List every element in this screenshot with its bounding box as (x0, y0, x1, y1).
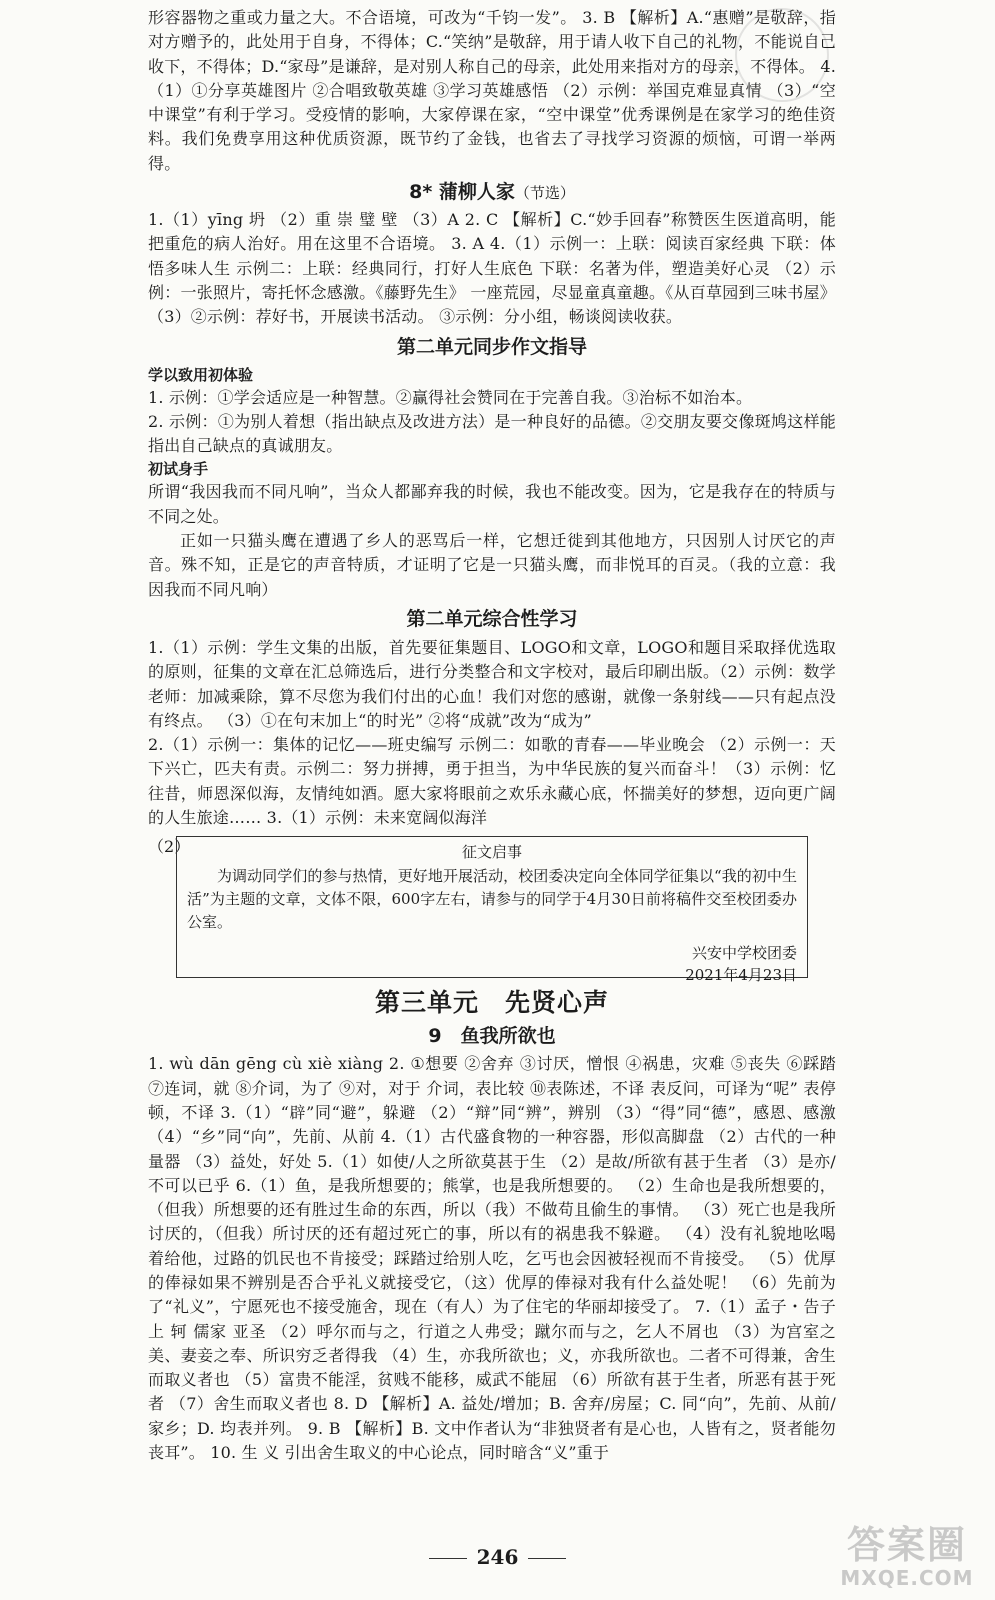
lesson8-title: 8* 蒲柳人家 (409, 181, 515, 204)
notice-signature (187, 942, 797, 986)
notice-box (176, 836, 808, 985)
unit3-heading: 第三单元 先贤心声 (374, 988, 609, 1018)
watermark-logo (827, 1524, 987, 1590)
lesson8-subtitle: （节选） (514, 184, 575, 203)
unit2-comprehensive-q1: 1.（1）示例：学生文集的出版，首先要征集题目、LOGO和文章，LOGO和题目采取择优选取的原则，征集的文章在汇总筛选后，进行分类整合和文字校对，最后印刷出版。（2）示例：数学老师：加减乘除，算不尽您为我们付出的心血！我们对您的感谢，就像一条射线——只有起点没有终点。 （3）①在句末加上“的时光” ②将“成就”改为“成为” (148, 637, 836, 730)
unit2-writing-item2: 2. 示例：①为别人着想（指出缺点及改进方法）是一种良好的品德。②交朋友要交像斑鸠这样能指出自己缺点的真诚朋友。 (148, 411, 836, 456)
lesson9-answers: 1. wù dān gēng cù xiè xiàng 2. ①想要 ②舍弃 ③讨厌，憎恨 ④祸患，灾难 ⑤丧失 ⑥踩踏 ⑦连词，就 ⑧介词，为了 ⑨对，对于 介词，表比较 ⑩表陈述，不译 表反问，可译为“呢” 表停顿，不译 3.（1）“辟”同“避”，躲避 （2）“辩”同“辨”，辨别 （3）“得”同“德”，感恩、感激 （4）“乡”同“向”，先前、从前 4.（1）古代盛食物的一种容器，形似高脚盘 （2）古代的一种量器 （3）益处，好处 5.（1）如使/人之所欲莫甚于生 （2）是故/所欲有甚于生者 （3）是亦/不可以已乎 6.（1）鱼，是我所想要的；熊掌，也是我所想要的。 （2）生命也是我所想要的，（但我）所想要的还有胜过生命的东西，所以（我）不做苟且偷生的事情。 （3）死亡也是我所讨厌的，（但我）所讨厌的还有超过死亡的事，所以有的祸患我不躲避。 （4）没有礼貌地吆喝着给他，过路的饥民也不肯接受；踩踏过给别人吃，乞丐也会因被轻视而不肯接受。 （5）优厚的俸禄如果不辨别是否合乎礼义就接受它，（这）优厚的俸禄对我有什么益处呢！ （6）先前为了“礼义”，宁愿死也不接受施舍，现在（有人）为了住宅的华丽却接受了。 7.（1）孟子・告子上 轲 儒家 亚圣 （2）呼尔而与之，行道之人弗受；蹴尔而与之，乞人不屑也 （3）为宫室之美、妻妾之奉、所识穷乏者得我 （4）生，亦我所欲也；义，亦我所欲也。二者不可得兼，舍生而取义者也 （5）富贵不能淫，贫贱不能移，威武不能屈 （6）所欲有甚于生者，所恶有甚于死者 （7）舍生而取义者也 8. D 【解析】A. 益处/增加；B. 舍弃/房屋；C. 同“向”，先前、从前/家乡；D. 均表并列。 9. B 【解析】B. 文中作者认为“非独贤者有是心也，人皆有之，贤者能勿丧耳”。 10. 生 义 引出舍生取义的中心论点，同时暗含“义”重于 (148, 1054, 836, 1463)
notice-body: 为调动同学们的参与热情，更好地开展活动，校团委决定向全体同学征集以“我的初中生活”为主题的文章，文体不限，600字左右，请参与的同学于4月30日前将稿件交至校团委办公室。 (187, 867, 797, 932)
notice-org: 兴安中学校团委 (691, 944, 797, 963)
answer-page (148, 6, 836, 1465)
page-number-dash-right (528, 1558, 566, 1559)
unit2-comprehensive-q2: 2.（1）示例一：集体的记忆——班史编写 示例二：如歌的青春——毕业晚会 （2）示例一：天下兴亡，匹夫有责。示例二：努力拼搏，勇于担当，为中华民族的复兴而奋斗！（3）示例：忆往昔，师恩深似海，友情纯如酒。愿大家将眼前之欢乐永藏心底，怀揣美好的梦想，迈向更广阔的人生旅途…… 3.（1）示例：未来宽阔似海洋 (148, 735, 836, 828)
unit2-writing-sub1: 学以致用初体验 (148, 365, 254, 384)
watermark-url: MXQE.COM (840, 1566, 974, 1590)
notice-label: （2） (148, 837, 191, 857)
notice-row (148, 834, 836, 985)
unit2-writing-sub2: 初试身手 (148, 460, 209, 479)
notice-title: 征文启事 (461, 843, 522, 862)
unit2-writing-heading: 第二单元同步作文指导 (396, 335, 587, 358)
notice-date: 2021年4月23日 (685, 966, 797, 985)
unit2-writing-para1: 所谓“我因我而不同凡响”，当众人都鄙弃我的时候，我也不能改变。因为，它是我存在的特质与不同之处。 (148, 482, 836, 526)
lesson8-answers: 1.（1）yīng 坍 （2）重 崇 璧 壁 （3）A 2. C 【解析】C.“妙手回春”称赞医生医道高明，能把重危的病人治好。用在这里不合语境。 3. A 4.（1）示例一：上联：阅读百家经典 下联：体悟多味人生 示例二：上联：经典同行，打好人生底色 下联：名著为伴，塑造美好心灵 （2）示例：一张照片，寄托怀念感激。《藤野先生》 一座荒园，尽显童真童趣。《从百草园到三味书屋》 （3）②示例：荐好书，开展读书活动。 ③示例：分小组，畅谈阅读收获。 (148, 210, 836, 327)
page-number: 246 (476, 1545, 519, 1569)
lesson9-heading: 9 鱼我所欲也 (428, 1025, 556, 1048)
watermark-text: 答案圈 (846, 1523, 967, 1567)
lesson8-heading (148, 178, 836, 206)
unit2-comprehensive-heading: 第二单元综合性学习 (406, 607, 578, 630)
unit2-writing-para2: 正如一只猫头鹰在遭遇了乡人的恶骂后一样，它想迁徙到其他地方，只因别人讨厌它的声音。殊不知，正是它的声音特质，才证明了它是一只猫头鹰，而非悦耳的百灵。（我的立意：我因我而不同凡响） (148, 531, 836, 599)
unit2-writing-item1: 1. 示例：①学会适应是一种智慧。②赢得社会赞同在于完善自我。③治标不如治本。 (148, 387, 753, 407)
page-number-dash-left (429, 1558, 467, 1559)
lesson7-answers-continued: 形容器物之重或力量之大。不合语境，可改为“千钧一发”。 3. B 【解析】A.“惠赠”是敬辞，指对方赠予的，此处用于自身，不得体；C.“笑纳”是敬辞，用于请人收下自己的礼物，不能说自己收下，不得体；D.“家母”是谦辞，是对别人称自己的母亲，此处用来指对方的母亲，不得体。 4.（1）①分享英雄图片 ②合唱致敬英雄 ③学习英雄感悟 （2）示例：举国克难显真情 （3）“空中课堂”有利于学习。受疫情的影响，大家停课在家，“空中课堂”优秀课例是在家学习的绝佳资料。我们免费享用这种优质资源，既节约了金钱，也省去了寻找学习资源的烦恼，可谓一举两得。 (148, 8, 836, 173)
